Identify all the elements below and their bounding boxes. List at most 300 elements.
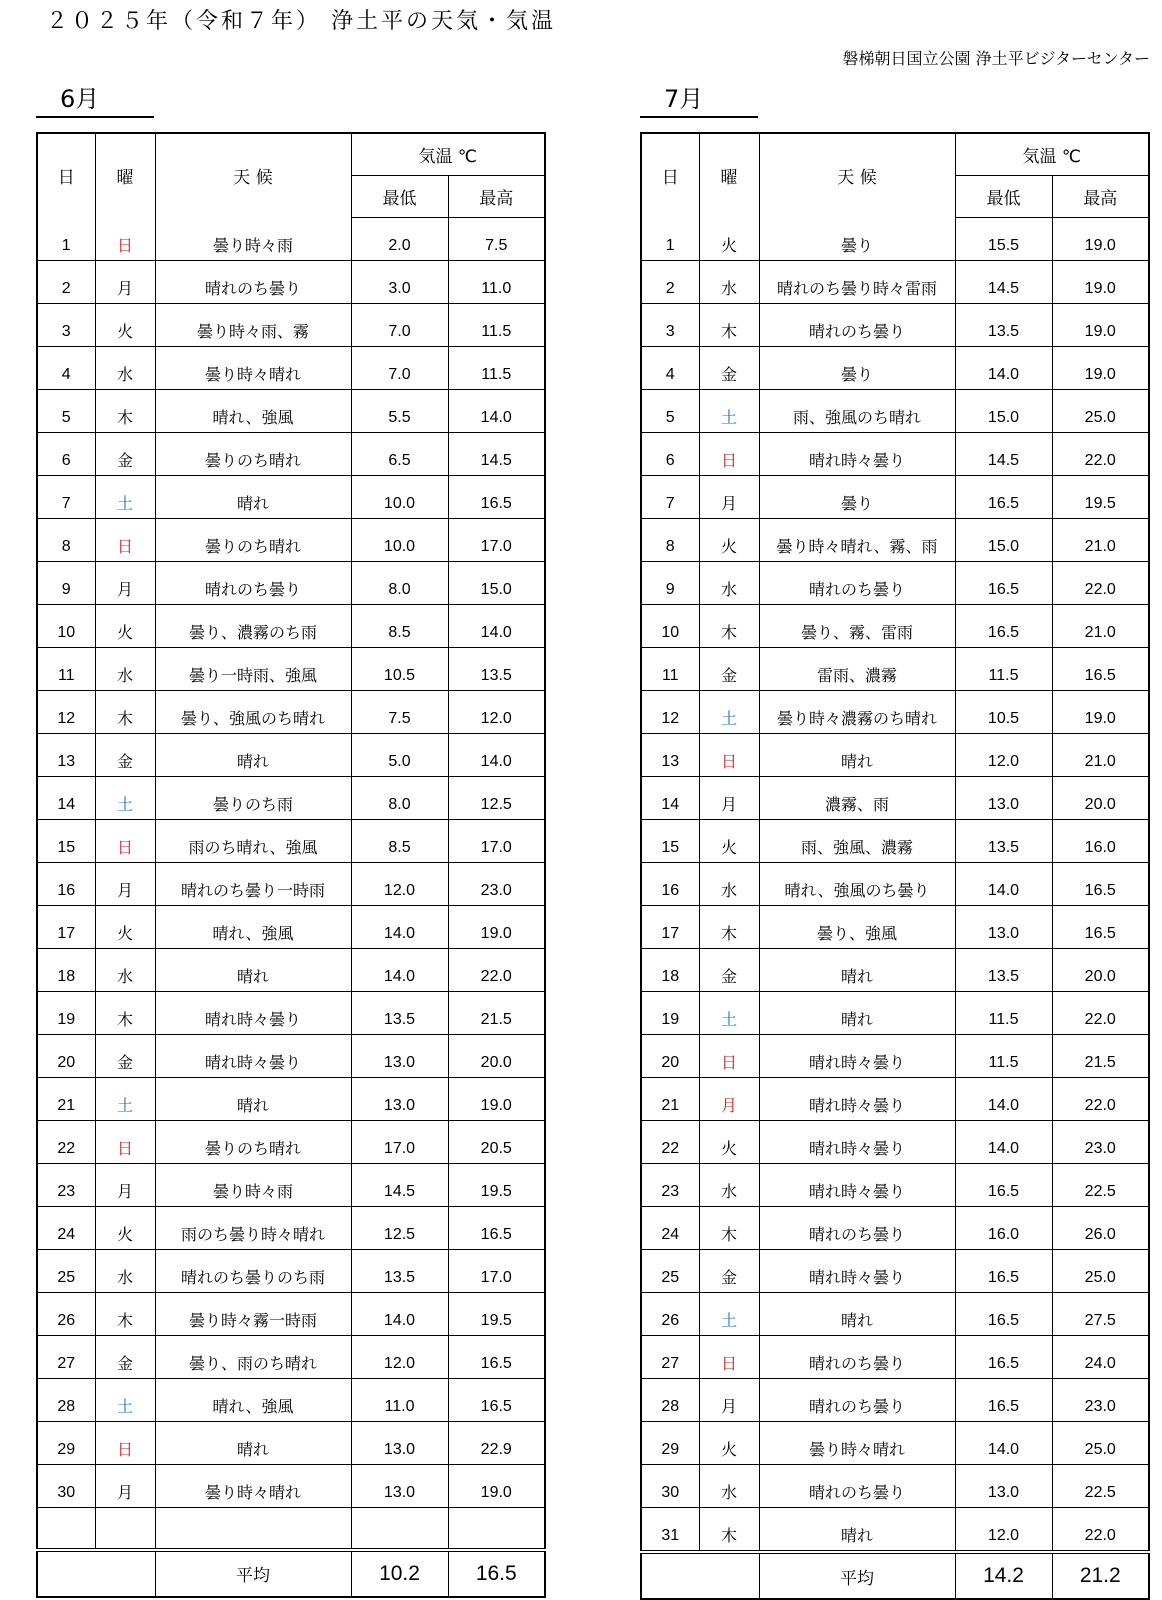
col-header-weather: 天 候 [759,133,955,218]
weather-cell: 晴れ [759,1508,955,1553]
table-row [641,562,1149,605]
min-temp-cell: 13.5 [955,820,1052,863]
day-cell: 30 [37,1465,95,1508]
day-cell: 9 [37,562,95,605]
min-temp-cell: 16.0 [955,1207,1052,1250]
july-weather-table [640,132,1150,1600]
min-temp-cell: 8.5 [351,605,448,648]
weather-cell: 晴れ [155,734,351,777]
average-min: 10.2 [351,1550,448,1597]
day-cell: 30 [641,1465,699,1508]
max-temp-cell: 22.0 [1052,1078,1149,1121]
day-cell: 15 [641,820,699,863]
min-temp-cell: 5.5 [351,390,448,433]
min-temp-cell: 2.0 [351,218,448,261]
day-cell: 4 [37,347,95,390]
weekday-cell: 水 [699,863,759,906]
min-temp-cell: 13.5 [955,304,1052,347]
weekday-cell: 月 [95,1164,155,1207]
weekday-cell: 木 [699,1508,759,1553]
weather-cell: 雨、強風のち晴れ [759,390,955,433]
min-temp-cell: 3.0 [351,261,448,304]
day-cell: 6 [37,433,95,476]
weather-cell: 曇り、濃霧のち雨 [155,605,351,648]
weekday-cell: 土 [699,1293,759,1336]
weekday-cell: 月 [699,1379,759,1422]
min-temp-cell: 12.0 [351,863,448,906]
weekday-cell: 火 [95,605,155,648]
weather-cell: 曇り時々霧一時雨 [155,1293,351,1336]
max-temp-cell: 11.0 [448,261,545,304]
max-temp-cell: 19.0 [448,906,545,949]
table-row [641,605,1149,648]
max-temp-cell: 25.0 [1052,1422,1149,1465]
weekday-cell: 月 [95,562,155,605]
table-row [641,1250,1149,1293]
day-cell: 6 [641,433,699,476]
min-temp-cell: 12.0 [955,734,1052,777]
min-temp-cell: 14.0 [955,863,1052,906]
table-row [37,1250,545,1293]
min-temp-cell: 13.0 [351,1078,448,1121]
min-temp-cell: 11.0 [351,1379,448,1422]
min-temp-cell: 16.5 [955,605,1052,648]
max-temp-cell: 16.5 [1052,863,1149,906]
min-temp-cell: 8.0 [351,777,448,820]
min-temp-cell: 13.0 [351,1035,448,1078]
max-temp-cell: 21.0 [1052,734,1149,777]
weekday-cell: 土 [95,1379,155,1422]
day-cell: 20 [641,1035,699,1078]
weekday-cell: 日 [95,820,155,863]
weekday-cell: 土 [699,390,759,433]
day-cell: 10 [641,605,699,648]
table-row [641,304,1149,347]
weekday-cell: 木 [699,906,759,949]
day-cell: 16 [641,863,699,906]
weather-cell: 濃霧、雨 [759,777,955,820]
weather-cell: 曇り [759,218,955,261]
table-row [641,433,1149,476]
weather-cell: 曇り時々晴れ [759,1422,955,1465]
max-temp-cell: 14.0 [448,390,545,433]
table-row [641,218,1149,261]
min-temp-cell [351,1508,448,1550]
max-temp-cell: 19.5 [1052,476,1149,519]
max-temp-cell: 21.0 [1052,519,1149,562]
day-cell: 26 [37,1293,95,1336]
weather-cell: 曇り時々晴れ [155,1465,351,1508]
table-row [641,1293,1149,1336]
col-header-max: 最高 [448,176,545,218]
weekday-cell: 日 [95,218,155,261]
day-cell: 5 [641,390,699,433]
weekday-cell: 水 [95,949,155,992]
weather-cell: 曇りのち晴れ [155,1121,351,1164]
max-temp-cell: 14.5 [448,433,545,476]
max-temp-cell: 16.5 [448,476,545,519]
weekday-cell: 水 [95,1250,155,1293]
weekday-cell: 土 [699,992,759,1035]
table-row [37,218,545,261]
min-temp-cell: 16.5 [955,1336,1052,1379]
weekday-cell: 水 [699,1465,759,1508]
max-temp-cell: 25.0 [1052,390,1149,433]
weather-cell: 晴れのち曇り [155,261,351,304]
max-temp-cell: 11.5 [448,347,545,390]
table-row [641,1035,1149,1078]
day-cell: 25 [641,1250,699,1293]
table-row [641,949,1149,992]
col-header-max: 最高 [1052,176,1149,218]
day-cell: 29 [641,1422,699,1465]
day-cell: 24 [641,1207,699,1250]
max-temp-cell: 7.5 [448,218,545,261]
max-temp-cell: 23.0 [1052,1121,1149,1164]
weather-cell: 晴れ、強風 [155,1379,351,1422]
weekday-cell: 水 [699,1164,759,1207]
weekday-cell: 日 [699,1336,759,1379]
june-weather-table [36,132,546,1598]
day-cell: 16 [37,863,95,906]
day-cell: 2 [37,261,95,304]
weekday-cell: 金 [699,347,759,390]
day-cell: 1 [37,218,95,261]
min-temp-cell: 17.0 [351,1121,448,1164]
max-temp-cell: 14.0 [448,605,545,648]
table-row [641,734,1149,777]
weather-cell: 曇りのち晴れ [155,433,351,476]
day-cell: 25 [37,1250,95,1293]
day-cell: 15 [37,820,95,863]
min-temp-cell: 14.0 [955,347,1052,390]
max-temp-cell: 13.5 [448,648,545,691]
max-temp-cell: 19.0 [1052,218,1149,261]
day-cell [37,1508,95,1550]
day-cell: 27 [641,1336,699,1379]
weekday-cell: 土 [95,1078,155,1121]
max-temp-cell: 22.5 [1052,1465,1149,1508]
weather-cell: 曇り、強風のち晴れ [155,691,351,734]
max-temp-cell: 15.0 [448,562,545,605]
weekday-cell: 火 [95,906,155,949]
table-row [641,347,1149,390]
table-row [641,476,1149,519]
min-temp-cell: 16.5 [955,1293,1052,1336]
max-temp-cell: 22.0 [1052,992,1149,1035]
max-temp-cell: 21.5 [1052,1035,1149,1078]
weekday-cell: 土 [95,777,155,820]
table-row [37,1121,545,1164]
min-temp-cell: 13.5 [955,949,1052,992]
day-cell: 18 [37,949,95,992]
average-row [37,1550,545,1597]
table-row [37,519,545,562]
table-row [37,820,545,863]
weather-cell: 曇り [759,347,955,390]
weather-cell: 晴れのち曇り [759,1336,955,1379]
day-cell: 12 [37,691,95,734]
weekday-cell: 金 [699,949,759,992]
max-temp-cell: 16.5 [448,1379,545,1422]
max-temp-cell: 16.0 [1052,820,1149,863]
table-row [37,562,545,605]
max-temp-cell [448,1508,545,1550]
table-row [37,261,545,304]
max-temp-cell: 16.5 [1052,906,1149,949]
max-temp-cell: 19.0 [448,1465,545,1508]
table-row [37,949,545,992]
day-cell: 8 [37,519,95,562]
weather-cell: 晴れのち曇り [759,1465,955,1508]
table-row [641,519,1149,562]
max-temp-cell: 20.0 [1052,949,1149,992]
max-temp-cell: 12.0 [448,691,545,734]
weather-cell: 晴れ時々曇り [759,1121,955,1164]
table-row [37,347,545,390]
col-header-temp: 気温 ℃ [351,133,545,176]
weather-cell: 晴れ時々曇り [759,1164,955,1207]
weekday-cell: 日 [699,734,759,777]
day-cell: 24 [37,1207,95,1250]
weather-cell: 曇り時々晴れ [155,347,351,390]
min-temp-cell: 8.5 [351,820,448,863]
day-cell: 31 [641,1508,699,1553]
min-temp-cell: 13.5 [351,992,448,1035]
table-row [37,304,545,347]
weather-cell: 晴れ時々曇り [759,1078,955,1121]
day-cell: 13 [641,734,699,777]
weather-cell: 雷雨、濃霧 [759,648,955,691]
max-temp-cell: 16.5 [448,1207,545,1250]
max-temp-cell: 22.9 [448,1422,545,1465]
average-min: 14.2 [955,1552,1052,1599]
min-temp-cell: 13.0 [351,1465,448,1508]
min-temp-cell: 11.5 [955,648,1052,691]
table-row [641,906,1149,949]
table-row [37,1422,545,1465]
min-temp-cell: 14.0 [351,906,448,949]
min-temp-cell: 16.5 [955,1379,1052,1422]
weekday-cell: 火 [699,218,759,261]
weather-cell: 晴れのち曇り一時雨 [155,863,351,906]
min-temp-cell: 16.5 [955,1250,1052,1293]
weather-cell: 晴れ [759,1293,955,1336]
weekday-cell: 火 [95,1207,155,1250]
table-row [641,1422,1149,1465]
weekday-cell: 金 [699,1250,759,1293]
average-label: 平均 [759,1552,955,1599]
day-cell: 22 [37,1121,95,1164]
table-row [641,863,1149,906]
day-cell: 27 [37,1336,95,1379]
table-row [37,1164,545,1207]
max-temp-cell: 17.0 [448,820,545,863]
average-row [641,1552,1149,1599]
weather-cell: 晴れのち曇り [759,304,955,347]
weather-cell: 晴れ [155,1422,351,1465]
table-row [641,1508,1149,1553]
col-header-day: 日 [37,133,95,218]
min-temp-cell: 13.0 [955,1465,1052,1508]
max-temp-cell: 21.0 [1052,605,1149,648]
max-temp-cell: 22.0 [1052,433,1149,476]
weather-cell: 晴れ時々曇り [759,1035,955,1078]
min-temp-cell: 15.0 [955,390,1052,433]
table-row [37,777,545,820]
weekday-cell: 日 [699,433,759,476]
max-temp-cell: 26.0 [1052,1207,1149,1250]
table-row [641,261,1149,304]
min-temp-cell: 16.5 [955,562,1052,605]
col-header-day: 日 [641,133,699,218]
weather-cell: 晴れ [155,1078,351,1121]
weekday-cell: 月 [699,777,759,820]
day-cell: 12 [641,691,699,734]
table-row [641,1207,1149,1250]
day-cell: 19 [641,992,699,1035]
max-temp-cell: 11.5 [448,304,545,347]
max-temp-cell: 23.0 [448,863,545,906]
weather-cell: 晴れのち曇り [759,1379,955,1422]
weather-cell: 曇り [759,476,955,519]
max-temp-cell: 19.5 [448,1293,545,1336]
table-row [641,648,1149,691]
max-temp-cell: 16.5 [1052,648,1149,691]
june-heading: 6月 [36,84,154,118]
table-row [641,1379,1149,1422]
weather-cell: 晴れのち曇り [759,562,955,605]
weather-cell: 曇り時々晴れ、霧、雨 [759,519,955,562]
table-row [37,1035,545,1078]
table-row [641,1164,1149,1207]
weather-cell: 晴れ [759,992,955,1035]
table-row [641,777,1149,820]
max-temp-cell: 20.0 [1052,777,1149,820]
weather-cell: 曇り、雨のち晴れ [155,1336,351,1379]
day-cell: 1 [641,218,699,261]
weekday-cell: 金 [95,1035,155,1078]
min-temp-cell: 7.5 [351,691,448,734]
weekday-cell: 日 [699,1035,759,1078]
weather-cell: 曇り時々濃霧のち晴れ [759,691,955,734]
min-temp-cell: 12.0 [955,1508,1052,1553]
weekday-cell: 日 [95,519,155,562]
weather-cell: 曇り一時雨、強風 [155,648,351,691]
weather-cell: 晴れのち曇りのち雨 [155,1250,351,1293]
day-cell: 10 [37,605,95,648]
average-label: 平均 [155,1550,351,1597]
weekday-cell: 金 [95,734,155,777]
weather-cell: 晴れ時々曇り [759,1250,955,1293]
table-row [37,476,545,519]
min-temp-cell: 14.5 [955,433,1052,476]
min-temp-cell: 13.0 [955,777,1052,820]
weekday-cell: 木 [95,390,155,433]
max-temp-cell: 19.0 [448,1078,545,1121]
average-max: 21.2 [1052,1552,1149,1599]
day-cell: 21 [641,1078,699,1121]
weather-cell: 雨のち晴れ、強風 [155,820,351,863]
max-temp-cell: 12.5 [448,777,545,820]
min-temp-cell: 14.0 [351,1293,448,1336]
weather-cell: 晴れ時々曇り [759,433,955,476]
weekday-cell: 水 [699,562,759,605]
min-temp-cell: 7.0 [351,304,448,347]
day-cell: 28 [641,1379,699,1422]
table-row [37,1508,545,1550]
weekday-cell: 木 [95,691,155,734]
weather-cell: 晴れのち曇り [759,1207,955,1250]
weekday-cell: 火 [95,304,155,347]
day-cell: 23 [37,1164,95,1207]
day-cell: 26 [641,1293,699,1336]
weekday-cell: 火 [699,1121,759,1164]
weather-cell: 晴れ [155,476,351,519]
max-temp-cell: 17.0 [448,519,545,562]
day-cell: 22 [641,1121,699,1164]
day-cell: 20 [37,1035,95,1078]
min-temp-cell: 14.5 [351,1164,448,1207]
weekday-cell: 木 [699,605,759,648]
max-temp-cell: 20.5 [448,1121,545,1164]
day-cell: 28 [37,1379,95,1422]
weekday-cell: 水 [699,261,759,304]
min-temp-cell: 14.0 [351,949,448,992]
weather-cell: 晴れ時々曇り [155,992,351,1035]
day-cell: 21 [37,1078,95,1121]
max-temp-cell: 19.5 [448,1164,545,1207]
min-temp-cell: 11.5 [955,992,1052,1035]
min-temp-cell: 8.0 [351,562,448,605]
col-header-weekday: 曜 [699,133,759,218]
weekday-cell: 金 [95,433,155,476]
max-temp-cell: 22.0 [448,949,545,992]
table-row [641,1121,1149,1164]
day-cell: 11 [37,648,95,691]
day-cell: 5 [37,390,95,433]
min-temp-cell: 14.0 [955,1121,1052,1164]
max-temp-cell: 19.0 [1052,347,1149,390]
max-temp-cell: 19.0 [1052,304,1149,347]
weekday-cell: 木 [699,1207,759,1250]
weekday-cell: 月 [95,863,155,906]
min-temp-cell: 6.5 [351,433,448,476]
table-row [37,1465,545,1508]
day-cell: 19 [37,992,95,1035]
min-temp-cell: 10.5 [955,691,1052,734]
weather-cell [155,1508,351,1550]
average-blank [37,1550,155,1597]
table-row [641,992,1149,1035]
day-cell: 3 [641,304,699,347]
day-cell: 11 [641,648,699,691]
weather-cell: 晴れ、強風 [155,390,351,433]
col-header-temp: 気温 ℃ [955,133,1149,176]
min-temp-cell: 10.0 [351,476,448,519]
table-row [37,1379,545,1422]
min-temp-cell: 15.5 [955,218,1052,261]
col-header-weather: 天 候 [155,133,351,218]
weekday-cell: 木 [95,992,155,1035]
table-row [37,906,545,949]
max-temp-cell: 24.0 [1052,1336,1149,1379]
day-cell: 14 [641,777,699,820]
min-temp-cell: 16.5 [955,1164,1052,1207]
max-temp-cell: 16.5 [448,1336,545,1379]
max-temp-cell: 22.5 [1052,1164,1149,1207]
day-cell: 7 [37,476,95,519]
